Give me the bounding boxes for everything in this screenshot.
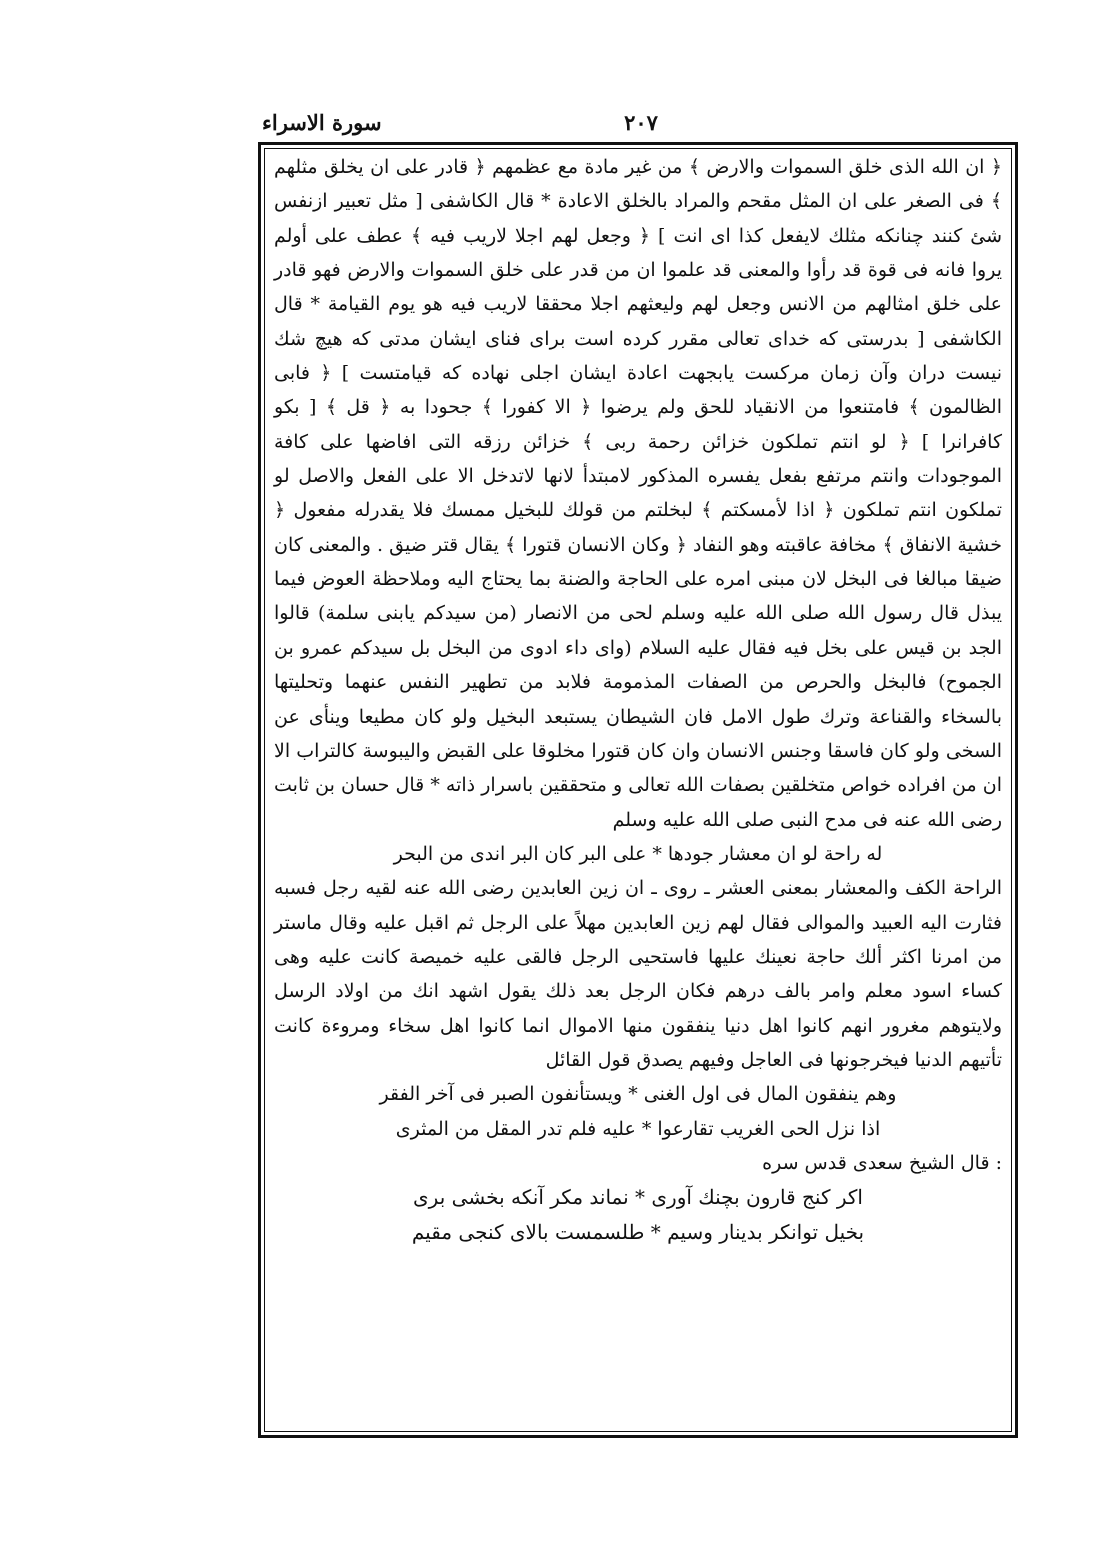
section-heading-saadi: : قال الشيخ سعدى قدس سره bbox=[762, 1151, 1002, 1174]
persian-verse-a: اكر كنج قارون بچنك آورى * نماند مكر آنكه بخشى برى bbox=[413, 1185, 863, 1210]
paragraph-1: ﴿ ان الله الذى خلق السموات والارض ﴾ من غير مادة مع عظمهم ﴿ قادر على ان يخلق مثلهم ﴾ فى الصغر على ان المثل مقحم والمراد بالخلق الاعادة * قال الكاشفى [ مثل تعبير ازنفس شئ كنند چنانكه مثلك لايفعل كذا اى انت ] ﴿ وجعل لهم اجلا لاريب فيه ﴾ عطف على أولم يروا فانه فى قوة قد رأوا والمعنى قد علموا ان من قدر على خلق السموات والارض فهو قادر على خلق امثالهم من الانس وجعل لهم وليعثهم اجلا محققا لاريب فيه هو يوم القيامة * قال الكاشفى [ بدرستى كه خداى تعالى مقرر كرده است براى فناى ايشان مدتى كه هيچ شك نيست دران وآن زمان مركست يابجهت اعادة ايشان اجلى نهاده كه قيامتست ] ﴿ فابى الظالمون ﴾ فامتنعوا من الانقياد للحق ولم يرضوا ﴿ الا كفورا ﴾ جحودا به ﴿ قل ﴾ [ بكو كافرانرا ] ﴿ لو انتم تملكون خزائن رحمة ربى ﴾ خزائن رزقه التى افاضها على كافة الموجودات وانتم مرتفع بفعل يفسره المذكور لامبتدأ لانها لاتدخل الا على الفعل والاصل لو تملكون انتم تملكون ﴿ اذا لأمسكتم ﴾ لبخلتم من قولك للبخيل ممسك فلا يقدرله مفعول ﴿ خشية الانفاق ﴾ مخافة عاقبته وهو النفاد ﴿ وكان الانسان قتورا ﴾ يقال قتر ضيق . والمعنى كان ضيقا مبالغا فى البخل لان مبنى امره على الحاجة والضنة بما يحتاج اليه وملاحظة العوض فيما يبذل قال رسول الله صلى الله عليه وسلم لحى من الانصار (من سيدكم يابنى سلمة) قالوا الجد بن قيس على بخل فيه فقال عليه السلام (واى داء ادوى من البخل بل سيدكم عمرو بن الجموح) فالبخل والحرص من الصفات المذمومة فلابد من تطهير النفس عنهما وتحليتها بالسخاء والقناعة وترك طول الامل فان الشيطان يستبعد البخيل ولو كان مطيعا وينأى عن السخى ولو كان فاسقا وجنس الانسان وان كان قتورا مخلوقا على القبض واليبوسة كالتراب الا ان من افراده خواص متخلقين بصفات الله تعالى و متحققين باسرار ذاته * قال حسان بن ثابت رضى الله عنه فى مدح النبى صلى الله عليه وسلم bbox=[274, 156, 1003, 831]
paragraph-2: الراحة الكف والمعشار بمعنى العشر ـ روى ـ ان زين العابدين رضى الله عنه لقيه رجل فسبه فثارت اليه العبيد والموالى فقال لهم زين العابدين مهلاً على الرجل ثم اقبل عليه وقال ماستر من امرنا اكثر ألك حاجة نعينك عليها فاستحيى الرجل فالقى عليه خميصة كانت عليه وهى كساء اسود معلم وامر بالف درهم فكان الرجل بعد ذلك يقول اشهد انك من اولاد الرسل ولايتوهم مغرور انهم كانوا اهل دنيا ينفقون منها الاموال انما كانوا اهل سخاء ومروءة كانت تأتيهم الدنيا فيخرجونها فى العاجل وفيهم يصدق قول القائل bbox=[274, 877, 1002, 1071]
poem-verse-1: له راحة لو ان معشار جودها * على البر كان البر اندى من البحر bbox=[393, 842, 883, 865]
page-header bbox=[258, 108, 1024, 144]
persian-verse-b: بخيل توانكر بدينار وسيم * طلسمست بالاى كنجى مقيم bbox=[411, 1219, 865, 1244]
poem-verse-2a: وهم ينفقون المال فى اول الغنى * ويستأنفون الصبر فى آخر الفقر bbox=[379, 1083, 897, 1106]
page-body bbox=[266, 150, 1010, 1432]
surah-title-left: سورة الاسراء bbox=[262, 110, 382, 135]
page-number: ٢٠٧ bbox=[624, 110, 658, 135]
poem-verse-2b: اذا نزل الحى الغريب تقارعوا * عليه فلم تدر المقل من المثرى bbox=[395, 1117, 881, 1140]
